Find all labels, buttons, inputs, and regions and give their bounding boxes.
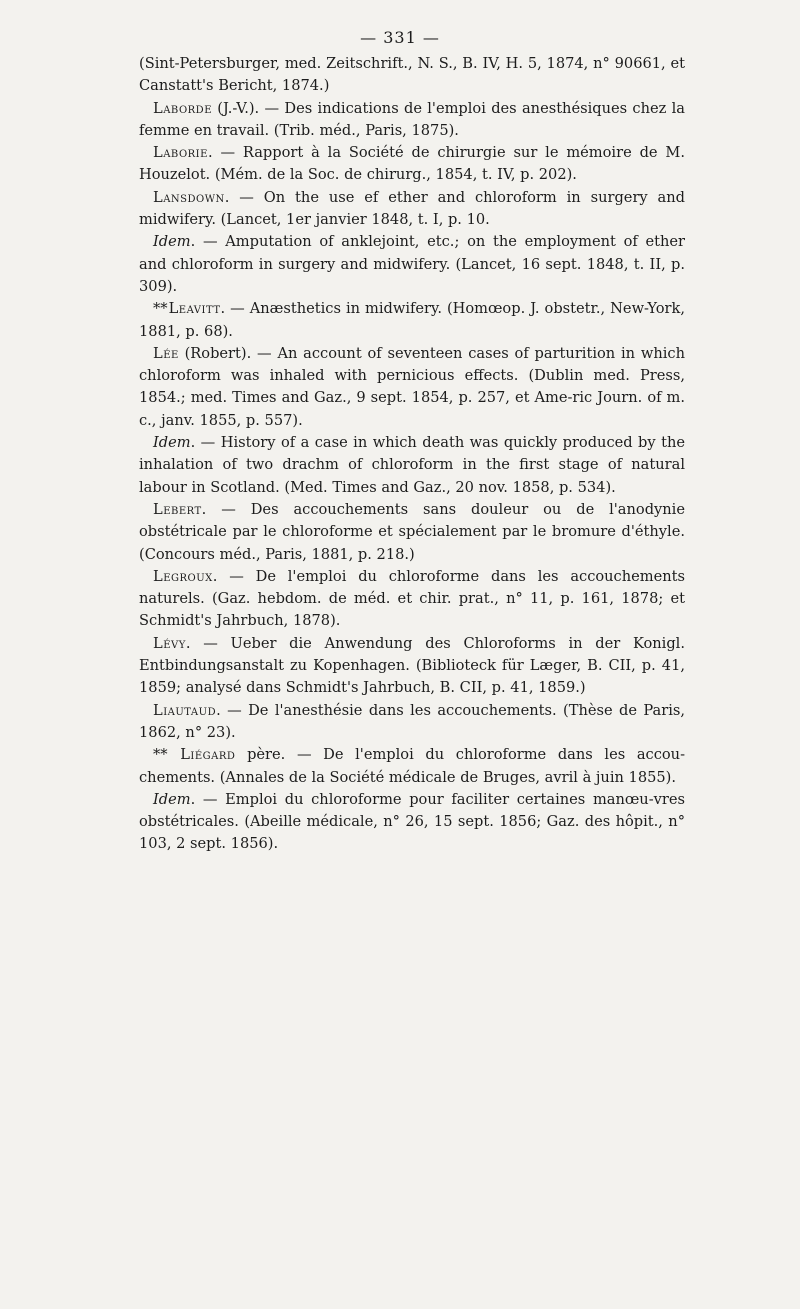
entry-author: Leavitt <box>168 300 221 318</box>
entry-text: . — Des accouchements sans douleur ou de l'anodynie obstétricale par le chloroforme et spécialement par le bromure d'éthyle. (Concours méd., Paris, 1881, p. 218.) <box>139 500 685 563</box>
bibliography-entry <box>139 231 685 298</box>
page-number: — 331 — <box>360 28 440 47</box>
bibliography-entry <box>139 187 685 232</box>
entry-author: Lévy <box>153 634 186 652</box>
bibliography-entry <box>139 700 685 745</box>
entry-author: Laborie <box>153 144 208 162</box>
entry-author: Legroux <box>153 567 213 585</box>
entry-text: . — Emploi du chloroforme pour faciliter certaines manœu-vres obstétricales. (Abeille médicale, n° 26, 15 sept. 1856; Gaz. des hôpit., n° 103, 2 sept. 1856). <box>139 790 685 853</box>
entry-text: . — De l'anesthésie dans les accouchements. (Thèse de Paris, 1862, n° 23). <box>139 701 685 741</box>
entry-text: (Robert). — An account of seventeen cases of parturition in which chloroform was inhaled with pernicious effects. (Dublin med. Press, 1854.; med. Times and Gaz., 9 sept. 1854, p. 257, et Ame-ric Journ. of m. c., janv. 1855, p. 557). <box>139 344 685 429</box>
entry-text: . — Rapport à la Société de chirurgie sur le mémoire de M. Houzelot. (Mém. de la Soc. de chirurg., 1854, t. IV, p. 202). <box>139 144 685 184</box>
bibliography-list <box>139 53 685 856</box>
bibliography-entry <box>139 566 685 633</box>
entry-author: Idem <box>153 434 191 452</box>
entry-text: (Sint-Petersburger, med. Zeitschrift., N. S., B. IV, H. 5, 1874, n° 90661, et Canstatt's Bericht, 1874.) <box>139 55 685 95</box>
entry-author: Idem <box>153 233 191 251</box>
entry-author: Liautaud <box>153 701 217 719</box>
bibliography-entry <box>139 633 685 700</box>
bibliography-entry <box>139 142 685 187</box>
entry-text: . — On the use ef ether and chloroform in surgery and midwifery. (Lancet, 1er janvier 1848, t. I, p. 10. <box>139 188 685 229</box>
entry-text: . — Anæsthetics in midwifery. (Homœop. J. obstetr., New-York, 1881, p. 68). <box>139 300 685 340</box>
entry-mark: ** <box>153 746 180 764</box>
entry-text: (J.-V.). — Des indications de l'emploi des anesthésiques chez la femme en travail. (Trib. méd., Paris, 1875). <box>139 99 685 139</box>
bibliography-entry <box>139 789 685 856</box>
bibliography-entry <box>139 499 685 566</box>
entry-text: . — De l'emploi du chloroforme dans les accouchements naturels. (Gaz. hebdom. de méd. et chir. prat., n° 11, p. 161, 1878; et Schmidt's Jahrbuch, 1878). <box>139 567 685 630</box>
entry-author: Lebert <box>153 500 202 518</box>
entry-text: père. — De l'emploi du chloroforme dans les accou-chements. (Annales de la Société médicale de Bruges, avril à juin 1855). <box>139 746 685 786</box>
bibliography-entry <box>139 98 685 143</box>
bibliography-entry <box>139 432 685 499</box>
entry-author: Lée <box>153 344 179 362</box>
bibliography-entry <box>139 298 685 343</box>
entry-author: Liégard <box>180 746 236 764</box>
entry-author: Idem <box>153 790 191 808</box>
entry-author: Laborde <box>153 99 212 117</box>
entry-text: . — Ueber die Anwendung des Chloroforms in der Konigl. Entbindungsanstalt zu Kopenhagen. (Biblioteck für Læger, B. CII, p. 41, 1859; analysé dans Schmidt's Jahrbuch, B. CII, p. 41, 1859.) <box>139 634 685 697</box>
bibliography-entry <box>139 343 685 432</box>
entry-text: . — Amputation of anklejoint, etc.; on the employment of ether and chloroform in surgery and midwifery. (Lancet, 16 sept. 1848, t. II, p. 309). <box>139 233 685 295</box>
entry-mark: ** <box>153 300 168 318</box>
bibliography-entry <box>139 53 685 98</box>
entry-author: Lansdown <box>153 188 225 206</box>
bibliography-entry <box>139 744 685 789</box>
entry-text: . — History of a case in which death was quickly produced by the inhalation of two drachm of chloroform in the first stage of natural labour in Scotland. (Med. Times and Gaz., 20 nov. 1858, p. 534). <box>139 434 685 496</box>
